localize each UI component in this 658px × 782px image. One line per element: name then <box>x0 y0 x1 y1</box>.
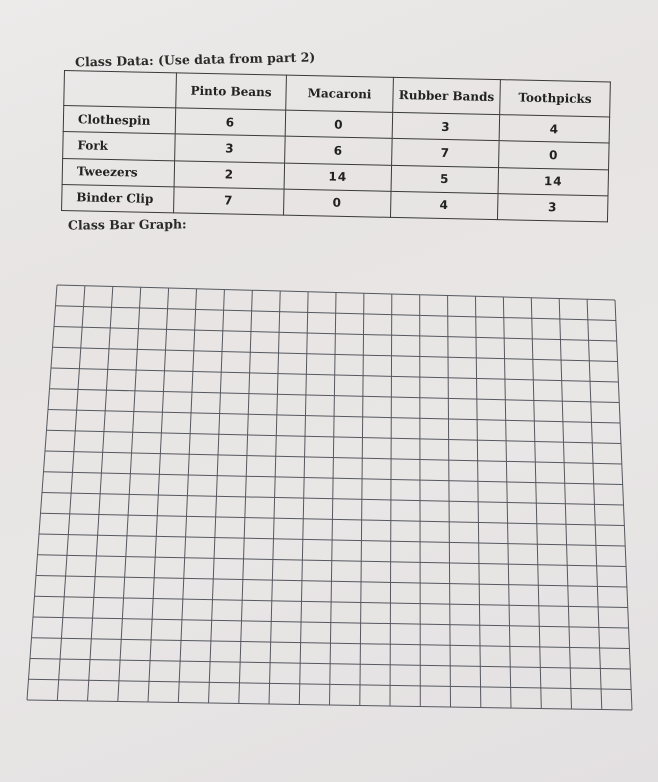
table-cell: 2 <box>174 160 285 188</box>
header-cell-rubber-bands: Rubber Bands <box>393 77 501 115</box>
header-cell-pinto-beans: Pinto Beans <box>176 73 287 111</box>
row-label: Tweezers <box>62 158 175 187</box>
table-cell: 7 <box>174 187 285 216</box>
header-cell-macaroni: Macaroni <box>286 75 394 113</box>
table-cell: 3 <box>497 193 608 222</box>
table-cell: 6 <box>285 137 393 165</box>
bar-graph-title: Class Bar Graph: <box>67 216 187 233</box>
row-label: Binder Clip <box>62 184 175 213</box>
table-cell: 0 <box>285 110 393 138</box>
table-cell: 7 <box>392 139 500 167</box>
table-cell: 5 <box>391 165 499 193</box>
row-label: Fork <box>63 132 176 161</box>
row-label: Clothespin <box>63 106 176 135</box>
table-cell: 14 <box>498 167 609 195</box>
class-data-title: Class Data: (Use data from part 2) <box>74 49 316 70</box>
table-cell: 0 <box>499 141 610 169</box>
header-cell-toothpicks: Toothpicks <box>500 80 611 118</box>
table-cell: 3 <box>392 113 500 141</box>
table-cell: 14 <box>284 163 392 191</box>
table-cell: 4 <box>390 191 498 219</box>
table-cell: 6 <box>175 108 286 136</box>
table-cell: 0 <box>284 189 392 217</box>
table-cell: 4 <box>499 115 610 143</box>
table-cell: 3 <box>175 134 286 162</box>
